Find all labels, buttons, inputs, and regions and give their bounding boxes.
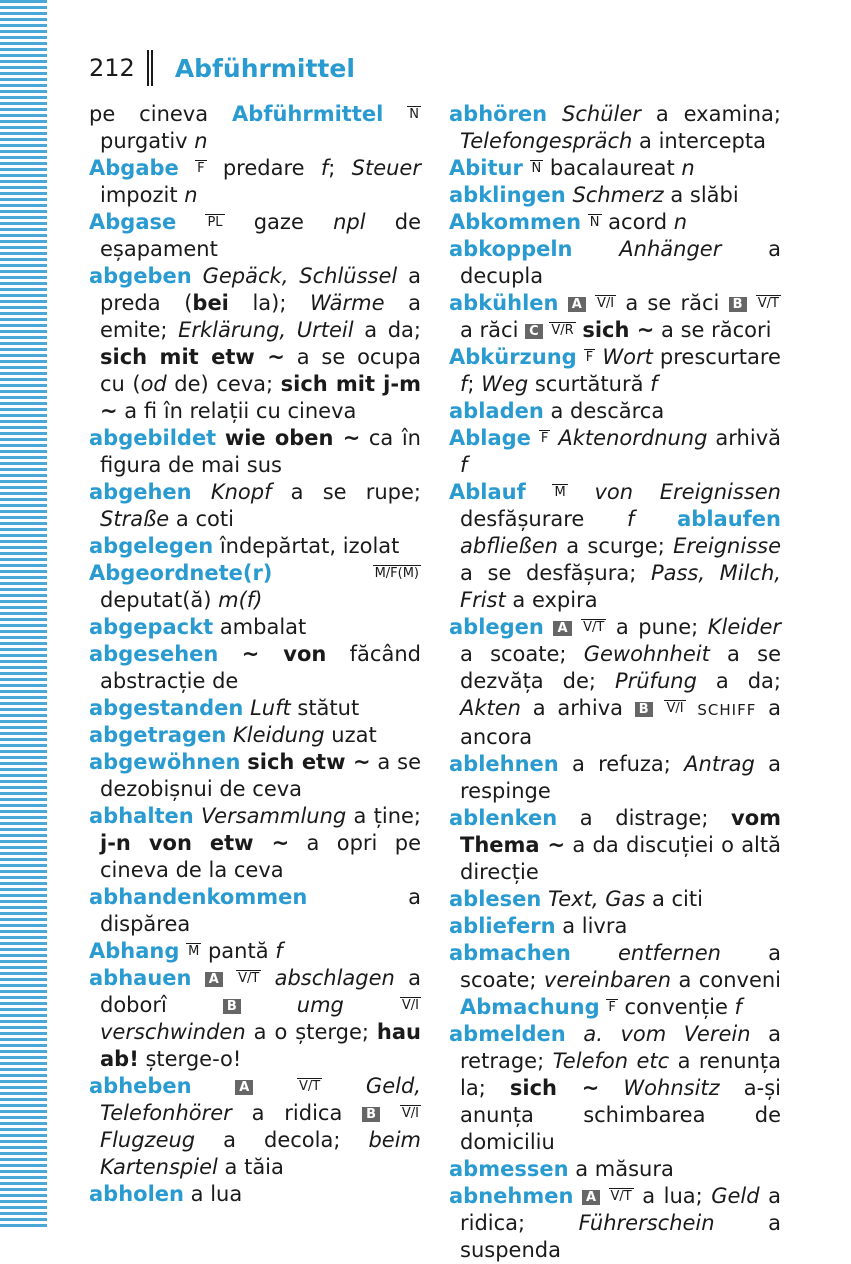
sense-marker: B	[223, 999, 241, 1014]
italic-text: Aktenordnung	[558, 426, 708, 450]
headword: Abmachung	[460, 995, 600, 1019]
italic-text: m(f)	[218, 588, 263, 612]
entry-text	[176, 210, 205, 234]
headword: Abitur	[449, 156, 523, 180]
italic-text: f	[460, 372, 468, 396]
headword: abgelegen	[89, 534, 214, 558]
entry-text	[179, 939, 186, 963]
entry-text: scurtătură	[528, 372, 651, 396]
entry-text	[531, 426, 539, 450]
entry-text: a decupla	[460, 237, 781, 288]
italic-text: Straße	[100, 507, 170, 531]
entry-text: acord	[601, 210, 674, 234]
headword: ablehnen	[449, 752, 559, 776]
domain-label: SCHIFF	[697, 701, 757, 719]
entry-text: a coti	[169, 507, 234, 531]
page-edge-stripe	[0, 0, 47, 1229]
entry-text	[194, 804, 201, 828]
italic-text: Schüler	[562, 102, 641, 126]
headword: Abkürzung	[449, 345, 577, 369]
entry-text	[566, 1022, 584, 1046]
headword: Abhang	[89, 939, 180, 963]
entry-text: a refuza;	[558, 752, 685, 776]
headword: ablenken	[449, 806, 558, 830]
grammar-label: V/I	[401, 1106, 419, 1121]
entry-text: desfășurare	[460, 507, 628, 531]
entry-text: a ancora	[460, 696, 781, 749]
headword: abholen	[89, 1182, 184, 1206]
dictionary-entry	[89, 803, 421, 884]
grammar-label: V/T	[757, 296, 779, 311]
entry-text: a măsura	[568, 1157, 674, 1181]
italic-text: Versammlung	[201, 804, 347, 828]
grammar-label: V/T	[610, 1189, 632, 1204]
grammar-label: V/I	[401, 998, 419, 1013]
headword: Abkommen	[449, 210, 582, 234]
sense-marker: A	[553, 621, 571, 636]
entry-text: a emite;	[100, 291, 422, 342]
dictionary-entry	[449, 614, 781, 751]
italic-text: n	[184, 183, 198, 207]
headword: abmelden	[449, 1022, 566, 1046]
entry-text: ;	[467, 372, 482, 396]
dictionary-entry	[449, 344, 781, 398]
entry-text: a se răcori	[654, 318, 772, 342]
entry-text: pe cineva	[89, 102, 233, 126]
grammar-label: V/I	[666, 701, 684, 716]
entry-text	[261, 966, 274, 990]
italic-text: f	[734, 995, 742, 1019]
grammar-label: F	[197, 161, 205, 176]
italic-text: Luft	[250, 696, 291, 720]
italic-text: Prüfung	[614, 669, 697, 693]
entry-text: a se ocupa cu (	[100, 345, 421, 396]
dictionary-entry	[449, 1183, 781, 1264]
dictionary-entry	[449, 805, 781, 886]
dictionary-column-left	[89, 101, 421, 1208]
italic-text: npl	[333, 210, 366, 234]
entry-text: a o șterge;	[245, 1020, 377, 1044]
italic-text: von Ereignissen	[594, 480, 781, 504]
headword: abgebildet	[89, 426, 217, 450]
headword: abgetragen	[89, 723, 227, 747]
entry-text	[380, 1101, 400, 1125]
italic-text: Erklärung, Urteil	[178, 318, 354, 342]
dictionary-entry	[89, 884, 421, 938]
entry-text	[599, 1076, 623, 1100]
entry-text: pantă	[201, 939, 276, 963]
entry-text: a opri pe cineva de la ceva	[100, 831, 421, 882]
italic-text: Wort	[602, 345, 653, 369]
entry-text: a citi	[645, 887, 703, 911]
italic-text: f	[650, 372, 658, 396]
entry-text	[344, 993, 400, 1017]
grammar-label: M	[188, 944, 200, 959]
entry-text: a ridica	[231, 1101, 363, 1125]
entry-text	[558, 291, 567, 315]
italic-text: f	[275, 939, 283, 963]
entry-text: a se dezvăța de;	[460, 642, 781, 693]
entry-text: a decola;	[195, 1128, 369, 1152]
headword: abklingen	[449, 183, 566, 207]
headword: Ablauf	[449, 480, 526, 504]
headword: abgeben	[89, 264, 192, 288]
entry-text: a expira	[505, 588, 598, 612]
entry-text: a ține;	[346, 804, 421, 828]
italic-text: Gepäck, Schlüssel	[202, 264, 398, 288]
sense-marker: A	[568, 297, 586, 312]
entry-text	[226, 723, 233, 747]
entry-text: a se rupe;	[271, 480, 421, 504]
entry-text	[686, 696, 698, 720]
entry-text: a da;	[353, 318, 421, 342]
italic-text: Steuer	[351, 156, 421, 180]
dictionary-entry	[89, 965, 421, 1073]
entry-text	[526, 480, 553, 504]
grammar-label: V/R	[551, 323, 574, 338]
italic-text: Flugzeug	[100, 1128, 196, 1152]
dictionary-entry	[449, 182, 781, 209]
sense-marker: A	[582, 1190, 600, 1205]
dictionary-entry	[449, 479, 781, 614]
headword: abgestanden	[89, 696, 244, 720]
italic-text: Schmerz	[572, 183, 664, 207]
entry-text	[600, 995, 607, 1019]
grammar-label: M	[554, 485, 566, 500]
italic-text: f	[320, 156, 329, 180]
italic-text: Kleider	[707, 615, 781, 639]
dictionary-entry	[89, 425, 421, 479]
entry-text	[547, 102, 562, 126]
entry-text: a răci	[460, 318, 526, 342]
headword: abhauen	[89, 966, 192, 990]
headword: abgewöhnen	[89, 750, 241, 774]
entry-text	[573, 1184, 582, 1208]
entry-text: de) ceva;	[166, 372, 281, 396]
entry-text: arhivă	[707, 426, 781, 450]
grammar-label: F	[540, 431, 549, 446]
page-number: 212	[89, 54, 135, 82]
page-header	[89, 48, 355, 88]
italic-text: a. vom Verein	[583, 1022, 751, 1046]
dictionary-entry	[89, 533, 421, 560]
entry-text: ambalat	[213, 615, 307, 639]
entry-text: purgativ	[100, 129, 195, 153]
entry-text	[223, 966, 236, 990]
dictionary-entry	[449, 290, 781, 344]
entry-text	[523, 156, 530, 180]
dictionary-entry	[449, 940, 781, 1021]
dictionary-entry	[449, 155, 781, 182]
headword: abkoppeln	[449, 237, 573, 261]
dictionary-entry	[449, 1021, 781, 1156]
entry-text: a fi în relații cu cineva	[117, 399, 357, 423]
entry-text: deputat(ă)	[100, 588, 219, 612]
italic-text: Geld	[711, 1184, 760, 1208]
entry-text	[383, 102, 407, 126]
dictionary-entry	[449, 101, 781, 155]
entry-text: a doborî	[100, 966, 421, 1017]
entry-text: a se dezobișnui de ceva	[100, 750, 421, 801]
headword: abmachen	[449, 941, 571, 965]
entry-text	[581, 210, 588, 234]
entry-text: făcând abstracție de	[100, 642, 421, 693]
italic-text: Wohnsitz	[623, 1076, 720, 1100]
entry-text	[192, 1074, 236, 1098]
headword: abmessen	[449, 1157, 569, 1181]
dictionary-entry	[89, 722, 421, 749]
italic-text: verschwinden	[100, 1020, 246, 1044]
entry-text: a da;	[696, 669, 781, 693]
entry-text	[653, 696, 665, 720]
italic-text: Ereignisse	[673, 534, 781, 558]
entry-text: a preda (	[100, 264, 421, 315]
header-divider	[147, 50, 153, 86]
grammar-label: V/T	[299, 1079, 321, 1094]
headword: Abführmittel	[232, 102, 384, 126]
bold-phrase: sich ~	[509, 1076, 600, 1100]
dictionary-entry	[89, 1073, 421, 1181]
dictionary-entry	[89, 749, 421, 803]
entry-text: a scurge;	[557, 534, 674, 558]
bold-phrase: bei	[192, 291, 229, 315]
italic-text: f	[460, 453, 468, 477]
entry-text	[192, 264, 203, 288]
entry-text: stătut	[290, 696, 360, 720]
entry-text: de eșapament	[100, 210, 421, 261]
dictionary-entry	[449, 751, 781, 805]
entry-text: a slăbi	[663, 183, 739, 207]
entry-text: a scoate;	[460, 941, 781, 992]
sense-marker: A	[235, 1080, 253, 1095]
grammar-label: N	[531, 161, 542, 176]
italic-text: n	[673, 210, 688, 234]
headword: ablesen	[449, 887, 542, 911]
grammar-label: V/T	[238, 971, 260, 986]
entry-text: îndepărtat, izolat	[213, 534, 400, 558]
bold-phrase: sich mit j-m ~	[100, 372, 421, 423]
headword: abgepackt	[89, 615, 214, 639]
bold-phrase: hau ab!	[100, 1020, 421, 1071]
entry-text: la);	[228, 291, 311, 315]
dictionary-column-right	[449, 101, 781, 1264]
headword: Abgabe	[89, 156, 179, 180]
entry-text: a da discuției o altă direcție	[460, 833, 781, 884]
italic-text: Weg	[481, 372, 529, 396]
grammar-label: F	[608, 1000, 616, 1015]
grammar-label: V/T	[583, 620, 605, 635]
entry-text: a lua	[183, 1182, 243, 1206]
headword: Ablage	[449, 426, 531, 450]
bold-phrase: sich ~	[582, 318, 655, 342]
sense-marker: B	[362, 1107, 380, 1122]
entry-text	[600, 1184, 609, 1208]
headword: abhalten	[89, 804, 194, 828]
entry-text	[218, 642, 241, 666]
italic-text: od	[140, 372, 167, 396]
grammar-label: M/F(M)	[374, 566, 419, 581]
headword: abheben	[89, 1074, 192, 1098]
headword: abhandenkommen	[89, 885, 308, 909]
entry-text: a descărca	[543, 399, 665, 423]
dictionary-entry	[449, 1156, 781, 1183]
dictionary-entry	[89, 695, 421, 722]
dictionary-entry	[89, 155, 421, 209]
entry-text: a renunța la;	[460, 1049, 781, 1100]
entry-text: a conveni	[671, 968, 782, 992]
headword: abkühlen	[449, 291, 559, 315]
headword: abhören	[449, 102, 548, 126]
bold-phrase: vom Thema ~	[460, 806, 781, 857]
entry-text	[747, 291, 756, 315]
dictionary-entry	[89, 614, 421, 641]
italic-text: Telefongespräch	[460, 129, 633, 153]
headword: abgehen	[89, 480, 192, 504]
dictionary-entry	[89, 641, 421, 695]
italic-text: Geld, Telefonhörer	[100, 1074, 421, 1125]
italic-text: f	[627, 507, 635, 531]
entry-text	[191, 966, 204, 990]
bold-phrase: sich mit etw ~	[100, 345, 285, 369]
headword: ablaufen	[677, 507, 781, 531]
dictionary-entry	[89, 101, 421, 155]
dictionary-entry	[89, 560, 421, 614]
bold-phrase: ~ von	[241, 642, 327, 666]
italic-text: Antrag	[684, 752, 755, 776]
entry-text	[568, 480, 595, 504]
entry-text: a respinge	[460, 752, 782, 803]
entry-text: a retrage;	[460, 1022, 781, 1073]
headword: Abgeordnete(r)	[89, 561, 273, 585]
headword: abgesehen	[89, 642, 219, 666]
sense-marker: C	[525, 324, 543, 339]
italic-text: beim Kartenspiel	[100, 1128, 421, 1179]
dictionary-entry	[449, 236, 781, 290]
italic-text: Gewohnheit	[583, 642, 710, 666]
italic-text: Kleidung	[232, 723, 325, 747]
entry-text: prescurtare	[652, 345, 781, 369]
headword: abnehmen	[449, 1184, 574, 1208]
entry-text: a scoate;	[460, 642, 584, 666]
italic-text: abfließen	[460, 534, 558, 558]
entry-text	[577, 345, 584, 369]
entry-text	[544, 615, 554, 639]
dictionary-entry	[89, 1181, 421, 1208]
italic-text: Pass, Milch, Frist	[460, 561, 781, 612]
italic-text: Anhänger	[619, 237, 722, 261]
grammar-label: N	[409, 107, 419, 122]
entry-text: uzat	[324, 723, 377, 747]
entry-text	[272, 561, 372, 585]
entry-text	[179, 156, 195, 180]
entry-text	[634, 507, 677, 531]
dictionary-entry	[89, 479, 421, 533]
sense-marker: B	[635, 702, 653, 717]
sense-marker: B	[729, 297, 747, 312]
italic-text: Knopf	[210, 480, 272, 504]
entry-text: ;	[328, 156, 352, 180]
entry-text	[192, 480, 211, 504]
dictionary-entry	[449, 886, 781, 913]
entry-text	[322, 1074, 366, 1098]
italic-text: n	[194, 129, 208, 153]
entry-text	[543, 318, 550, 342]
bold-phrase: j-n von etw ~	[100, 831, 290, 855]
dictionary-entry	[89, 263, 421, 425]
italic-text: Wärme	[310, 291, 385, 315]
entry-text: a suspenda	[460, 1211, 781, 1262]
entry-text: a intercepta	[632, 129, 766, 153]
guide-word: Abführmittel	[174, 53, 355, 83]
headword: Abgase	[89, 210, 177, 234]
dictionary-entry	[89, 938, 421, 965]
headword: abliefern	[449, 914, 556, 938]
entry-text: a ridica;	[460, 1184, 781, 1235]
entry-text	[241, 993, 297, 1017]
dictionary-entry	[449, 913, 781, 940]
dictionary-entry	[449, 398, 781, 425]
entry-text	[573, 237, 620, 261]
grammar-label: F	[585, 350, 594, 365]
italic-text: umg	[296, 993, 344, 1017]
entry-text: a pune;	[606, 615, 708, 639]
grammar-label: N	[589, 215, 600, 230]
entry-text	[571, 941, 618, 965]
entry-text: a distrage;	[557, 806, 731, 830]
bold-phrase: wie oben ~	[224, 426, 361, 450]
entry-text	[572, 615, 582, 639]
sense-marker: A	[205, 972, 223, 987]
entry-text: impozit	[100, 183, 185, 207]
entry-text: gaze	[224, 210, 334, 234]
entry-text: a livra	[555, 914, 628, 938]
entry-text: ca în figura de mai sus	[100, 426, 421, 477]
entry-text	[253, 1074, 297, 1098]
entry-text: a se desfășura;	[460, 561, 651, 585]
entry-text	[216, 426, 225, 450]
dictionary-entry	[89, 209, 421, 263]
entry-text: convenție	[617, 995, 735, 1019]
italic-text: Text, Gas	[548, 887, 646, 911]
entry-text: a examina;	[640, 102, 781, 126]
italic-text: vereinbaren	[543, 968, 672, 992]
dictionary-entry	[449, 209, 781, 236]
italic-text: Akten	[460, 696, 521, 720]
italic-text: n	[681, 156, 695, 180]
entry-text	[586, 291, 595, 315]
headword: abladen	[449, 399, 544, 423]
italic-text: Telefon etc	[552, 1049, 670, 1073]
entry-text: a lua;	[633, 1184, 712, 1208]
grammar-label: V/I	[597, 296, 615, 311]
grammar-label: PL	[207, 215, 223, 230]
dictionary-entry	[449, 425, 781, 479]
entry-text: a dispărea	[100, 885, 421, 936]
entry-text: a-și anunța schimbarea de domiciliu	[460, 1076, 781, 1154]
entry-text: bacalaureat	[543, 156, 682, 180]
entry-text: șterge-o!	[138, 1047, 242, 1071]
entry-text: predare	[206, 156, 321, 180]
entry-text: a se răci	[616, 291, 729, 315]
bold-phrase: sich etw ~	[247, 750, 371, 774]
italic-text: entfernen	[618, 941, 721, 965]
entry-text: a arhiva	[521, 696, 635, 720]
entry-text: a tăia	[217, 1155, 284, 1179]
italic-text: Führerschein	[578, 1211, 715, 1235]
italic-text: abschlagen	[274, 966, 395, 990]
headword: ablegen	[449, 615, 544, 639]
